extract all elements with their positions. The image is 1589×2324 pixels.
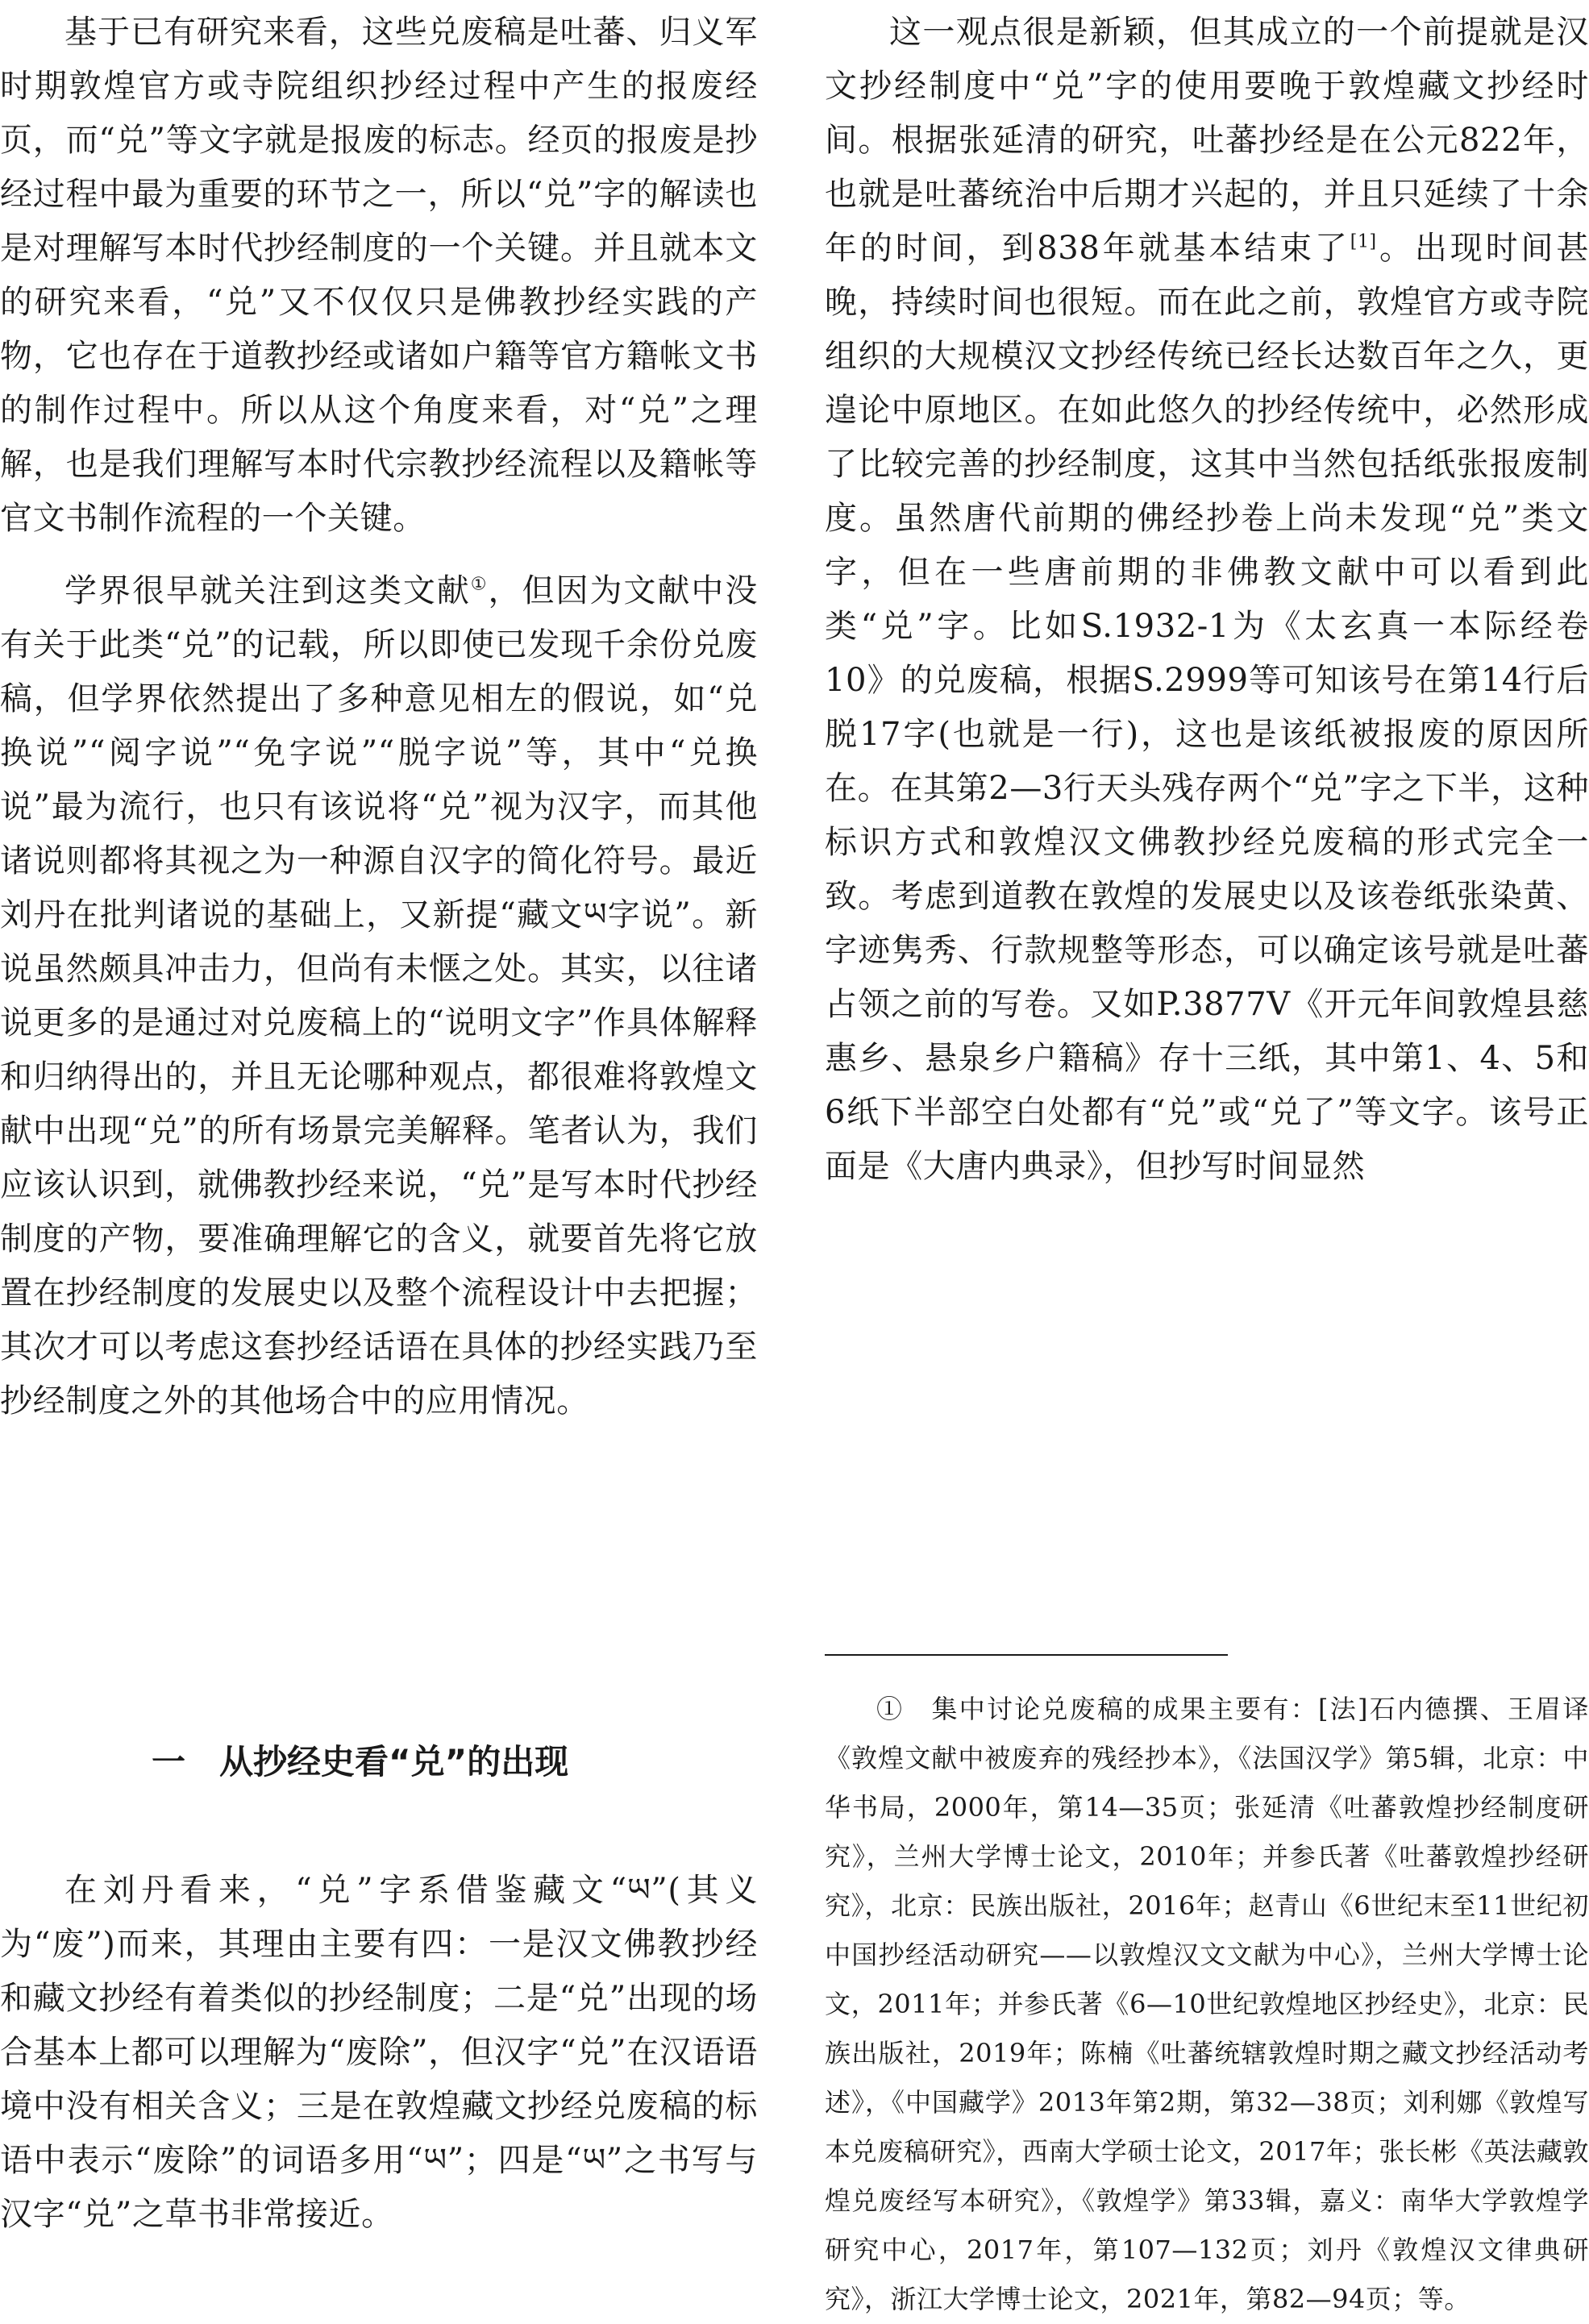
left-paragraph-2-text-b: ，但因为文献中没有关于此类“兑”的记载，所以即使已发现千余份兑废稿，但学界依然提出了多种意见相左的假说，如“兑换说”“阅字说”“免字说”“脱字说”等，其中“兑换说”最为流行，也只有该说将“兑”视为汉字，而其他诸说则都将其视之为一种源自汉字的简化符号。最近刘丹在批判诸说的基础上，又新提“藏文ཡ字说”。新说虽然颇具冲击力，但尚有未惬之处。其实，以往诸说更多的是通过对兑废稿上的“说明文字”作具体解释和归纳得出的，并且无论哪种观点，都很难将敦煌文献中出现“兑”的所有场景完美解释。笔者认为，我们应该认识到，就佛教抄经来说，“兑”是写本时代抄经制度的产物，要准确理解它的含义，就要首先将它放置在抄经制度的发展史以及整个流程设计中去把握；其次才可以考虑这套抄经话语在具体的抄经实践乃至抄经制度之外的其他场合中的应用情况。: [0, 572, 758, 1420]
right-paragraph-1-text-a: 这一观点很是新颖，但其成立的一个前提就是汉文抄经制度中“兑”字的使用要晚于敦煌藏文抄经时间。根据张延清的研究，吐蕃抄经是在公元822年，也就是吐蕃统治中后期才兴起的，并且只延续了十余年的时间，到838年就基本结束了: [825, 14, 1589, 267]
footnote-divider: [825, 1654, 1228, 1656]
footnote-ref-1[interactable]: ①: [470, 574, 489, 595]
left-column-lower: [0, 1864, 758, 2242]
left-paragraph-1: 基于已有研究来看，这些兑废稿是吐蕃、归义军时期敦煌官方或寺院组织抄经过程中产生的报废经页，而“兑”等文字就是报废的标志。经页的报废是抄经过程中最为重要的环节之一，所以“兑”字的解读也是对理解写本时代抄经制度的一个关键。并且就本文的研究来看，“兑”又不仅仅只是佛教抄经实践的产物，它也存在于道教抄经或诸如户籍等官方籍帐文书的制作过程中。所以从这个角度来看，对“兑”之理解，也是我们理解写本时代宗教抄经流程以及籍帐等官文书制作流程的一个关键。: [0, 14, 758, 537]
citation-ref-1[interactable]: [1]: [1350, 231, 1377, 252]
left-column: [0, 0, 758, 1428]
footnote-1: ① 集中讨论兑废稿的成果主要有：[法]石内德撰、王眉译《敦煌文献中被废弃的残经抄本》，《法国汉学》第5辑，北京：中华书局，2000年，第14—35页；张延清《吐蕃敦煌抄经制度研究》，兰州大学博士论文，2010年；并参氏著《吐蕃敦煌抄经研究》，北京：民族出版社，2016年；赵青山《6世纪末至11世纪初中国抄经活动研究——以敦煌汉文文献为中心》，兰州大学博士论文，2011年；并参氏著《6—10世纪敦煌地区抄经史》，北京：民族出版社，2019年；陈楠《吐蕃统辖敦煌时期之藏文抄经活动考述》，《中国藏学》2013年第2期，第32—38页；刘利娜《敦煌写本兑废稿研究》，西南大学硕士论文，2017年；张长彬《英法藏敦煌兑废经写本研究》，《敦煌学》第33辑，嘉义：南华大学敦煌学研究中心，2017年，第107—132页；刘丹《敦煌汉文律典研究》，浙江大学博士论文，2021年，第82—94页；等。: [825, 1694, 1589, 2314]
right-paragraph-1-text-b: 。出现时间甚晚，持续时间也很短。而在此之前，敦煌官方或寺院组织的大规模汉文抄经传统已经长达数百年之久，更遑论中原地区。在如此悠久的抄经传统中，必然形成了比较完善的抄经制度，这其中当然包括纸张报废制度。虽然唐代前期的佛经抄卷上尚未发现“兑”类文字，但在一些唐前期的非佛教文献中可以看到此类“兑”字。比如S.1932-1为《太玄真一本际经卷10》的兑废稿，根据S.2999等可知该号在第14行后脱17字(也就是一行)，这也是该纸被报废的原因所在。在其第2—3行天头残存两个“兑”字之下半，这种标识方式和敦煌汉文佛教抄经兑废稿的形式完全一致。考虑到道教在敦煌的发展史以及该卷纸张染黄、字迹隽秀、行款规整等形态，可以确定该号就是吐蕃占领之前的写卷。又如P.3877V《开元年间敦煌县慈惠乡、悬泉乡户籍稿》存十三纸，其中第1、4、5和6纸下半部空白处都有“兑”或“兑了”等文字。该号正面是《大唐内典录》，但抄写时间显然: [825, 230, 1589, 1185]
section-heading: 一 从抄经史看“兑”的出现: [152, 1742, 569, 1781]
left-paragraph-2: [0, 564, 758, 1428]
left-paragraph-2-text-a: 学界很早就关注到这类文献: [64, 572, 471, 609]
right-column: [825, 0, 1589, 1194]
left-paragraph-3: 在刘丹看来，“兑”字系借鉴藏文“ཡ”(其义为“废”)而来，其理由主要有四：一是汉文佛教抄经和藏文抄经有着类似的抄经制度；二是“兑”出现的场合基本上都可以理解为“废除”，但汉字“兑”在汉语语境中没有相关含义；三是在敦煌藏文抄经兑废稿的标语中表示“废除”的词语多用“ཡ”；四是“ཡ”之书写与汉字“兑”之草书非常接近。: [0, 1872, 758, 2233]
right-paragraph-1: [825, 6, 1589, 1194]
